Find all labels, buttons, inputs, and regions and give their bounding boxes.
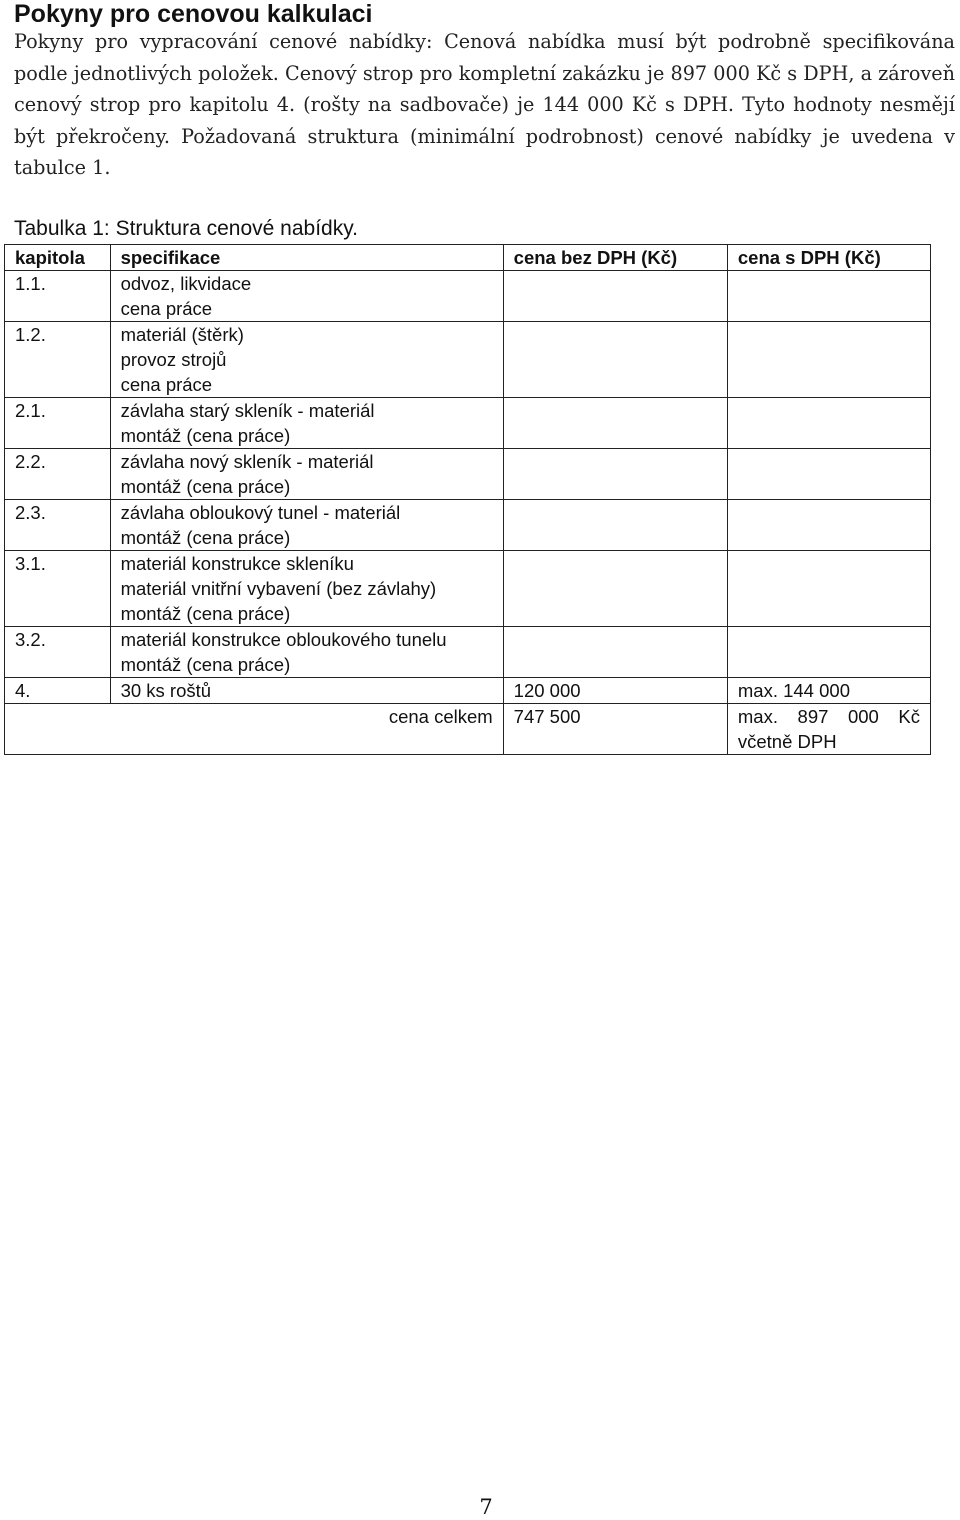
header-kapitola: kapitola (5, 245, 111, 271)
table-row (5, 678, 931, 704)
row-specifikace (110, 322, 503, 398)
spec-line: materiál konstrukce skleníku (120, 553, 354, 574)
row-cena-bez-dph (503, 271, 727, 322)
table-row (5, 500, 931, 551)
row-kapitola: 2.3. (5, 500, 111, 551)
row-cena-bez-dph (503, 398, 727, 449)
row-cena-s-dph (727, 551, 930, 627)
spec-line: montáž (cena práce) (120, 654, 291, 675)
row-cena-bez-dph (503, 449, 727, 500)
spec-line: cena práce (120, 374, 213, 395)
table-row (5, 627, 931, 678)
price-structure-table (4, 244, 931, 755)
row-cena-s-dph (727, 398, 930, 449)
row-kapitola: 3.2. (5, 627, 111, 678)
spec-line: 30 ks roštů (120, 680, 212, 701)
row-cena-s-dph: max. 144 000 (727, 678, 930, 704)
table-header-row (5, 245, 931, 271)
intro-paragraph: Pokyny pro vypracování cenové nabídky: Cenová nabídka musí být podrobně specifikována podle jednotlivých položek. Cenový strop pro kompletní zakázku je 897 000 Kč s DPH, a zároveň cenový strop pro kapitolu 4. (rošty na sadbovače) je 144 000 Kč s DPH. Tyto hodnoty nesmějí být překročeny. Požadovaná struktura (minimální podrobnost) cenové nabídky je uvedena v tabulce 1. (14, 30, 955, 179)
row-specifikace (110, 678, 503, 704)
row-specifikace (110, 398, 503, 449)
total-cena-bez-dph: 747 500 (503, 704, 727, 755)
spec-line: materiál vnitřní vybavení (bez závlahy) (120, 578, 437, 599)
total-label: cena celkem (5, 704, 504, 755)
row-specifikace (110, 551, 503, 627)
spec-line: montáž (cena práce) (120, 603, 291, 624)
table-total-row (5, 704, 931, 755)
spec-line: odvoz, likvidace (120, 273, 252, 294)
row-cena-s-dph (727, 500, 930, 551)
spec-line: cena práce (120, 298, 213, 319)
row-cena-s-dph (727, 627, 930, 678)
spec-line: montáž (cena práce) (120, 476, 291, 497)
row-cena-bez-dph: 120 000 (503, 678, 727, 704)
spec-line: závlaha starý skleník - materiál (120, 400, 375, 421)
row-specifikace (110, 449, 503, 500)
table-row (5, 271, 931, 322)
row-specifikace (110, 271, 503, 322)
row-specifikace (110, 500, 503, 551)
row-kapitola: 1.2. (5, 322, 111, 398)
spec-line: závlaha nový skleník - materiál (120, 451, 374, 472)
row-kapitola: 2.2. (5, 449, 111, 500)
row-kapitola: 1.1. (5, 271, 111, 322)
header-specifikace: specifikace (110, 245, 503, 271)
spec-line: materiál (štěrk) (120, 324, 244, 345)
header-cena-bez-dph: cena bez DPH (Kč) (503, 245, 727, 271)
row-cena-s-dph (727, 271, 930, 322)
total-cena-s-dph-text: max. 897 000 Kč včetně DPH (737, 706, 920, 752)
row-cena-bez-dph (503, 551, 727, 627)
table-row (5, 449, 931, 500)
table-row (5, 322, 931, 398)
spec-line: montáž (cena práce) (120, 425, 291, 446)
spec-line: materiál konstrukce obloukového tunelu (120, 629, 447, 650)
page-heading: Pokyny pro cenovou kalkulaci (14, 0, 373, 28)
row-cena-s-dph (727, 449, 930, 500)
row-kapitola: 4. (5, 678, 111, 704)
row-cena-bez-dph (503, 627, 727, 678)
row-cena-s-dph (727, 322, 930, 398)
row-kapitola: 3.1. (5, 551, 111, 627)
spec-line: montáž (cena práce) (120, 527, 291, 548)
row-kapitola: 2.1. (5, 398, 111, 449)
total-cena-s-dph (727, 704, 930, 755)
table-row (5, 398, 931, 449)
table-row (5, 551, 931, 627)
spec-line: provoz strojů (120, 349, 227, 370)
row-specifikace (110, 627, 503, 678)
row-cena-bez-dph (503, 500, 727, 551)
row-cena-bez-dph (503, 322, 727, 398)
page-number: 7 (479, 1495, 493, 1519)
header-cena-s-dph: cena s DPH (Kč) (727, 245, 930, 271)
table-caption: Tabulka 1: Struktura cenové nabídky. (14, 217, 358, 240)
spec-line: závlaha obloukový tunel - materiál (120, 502, 401, 523)
